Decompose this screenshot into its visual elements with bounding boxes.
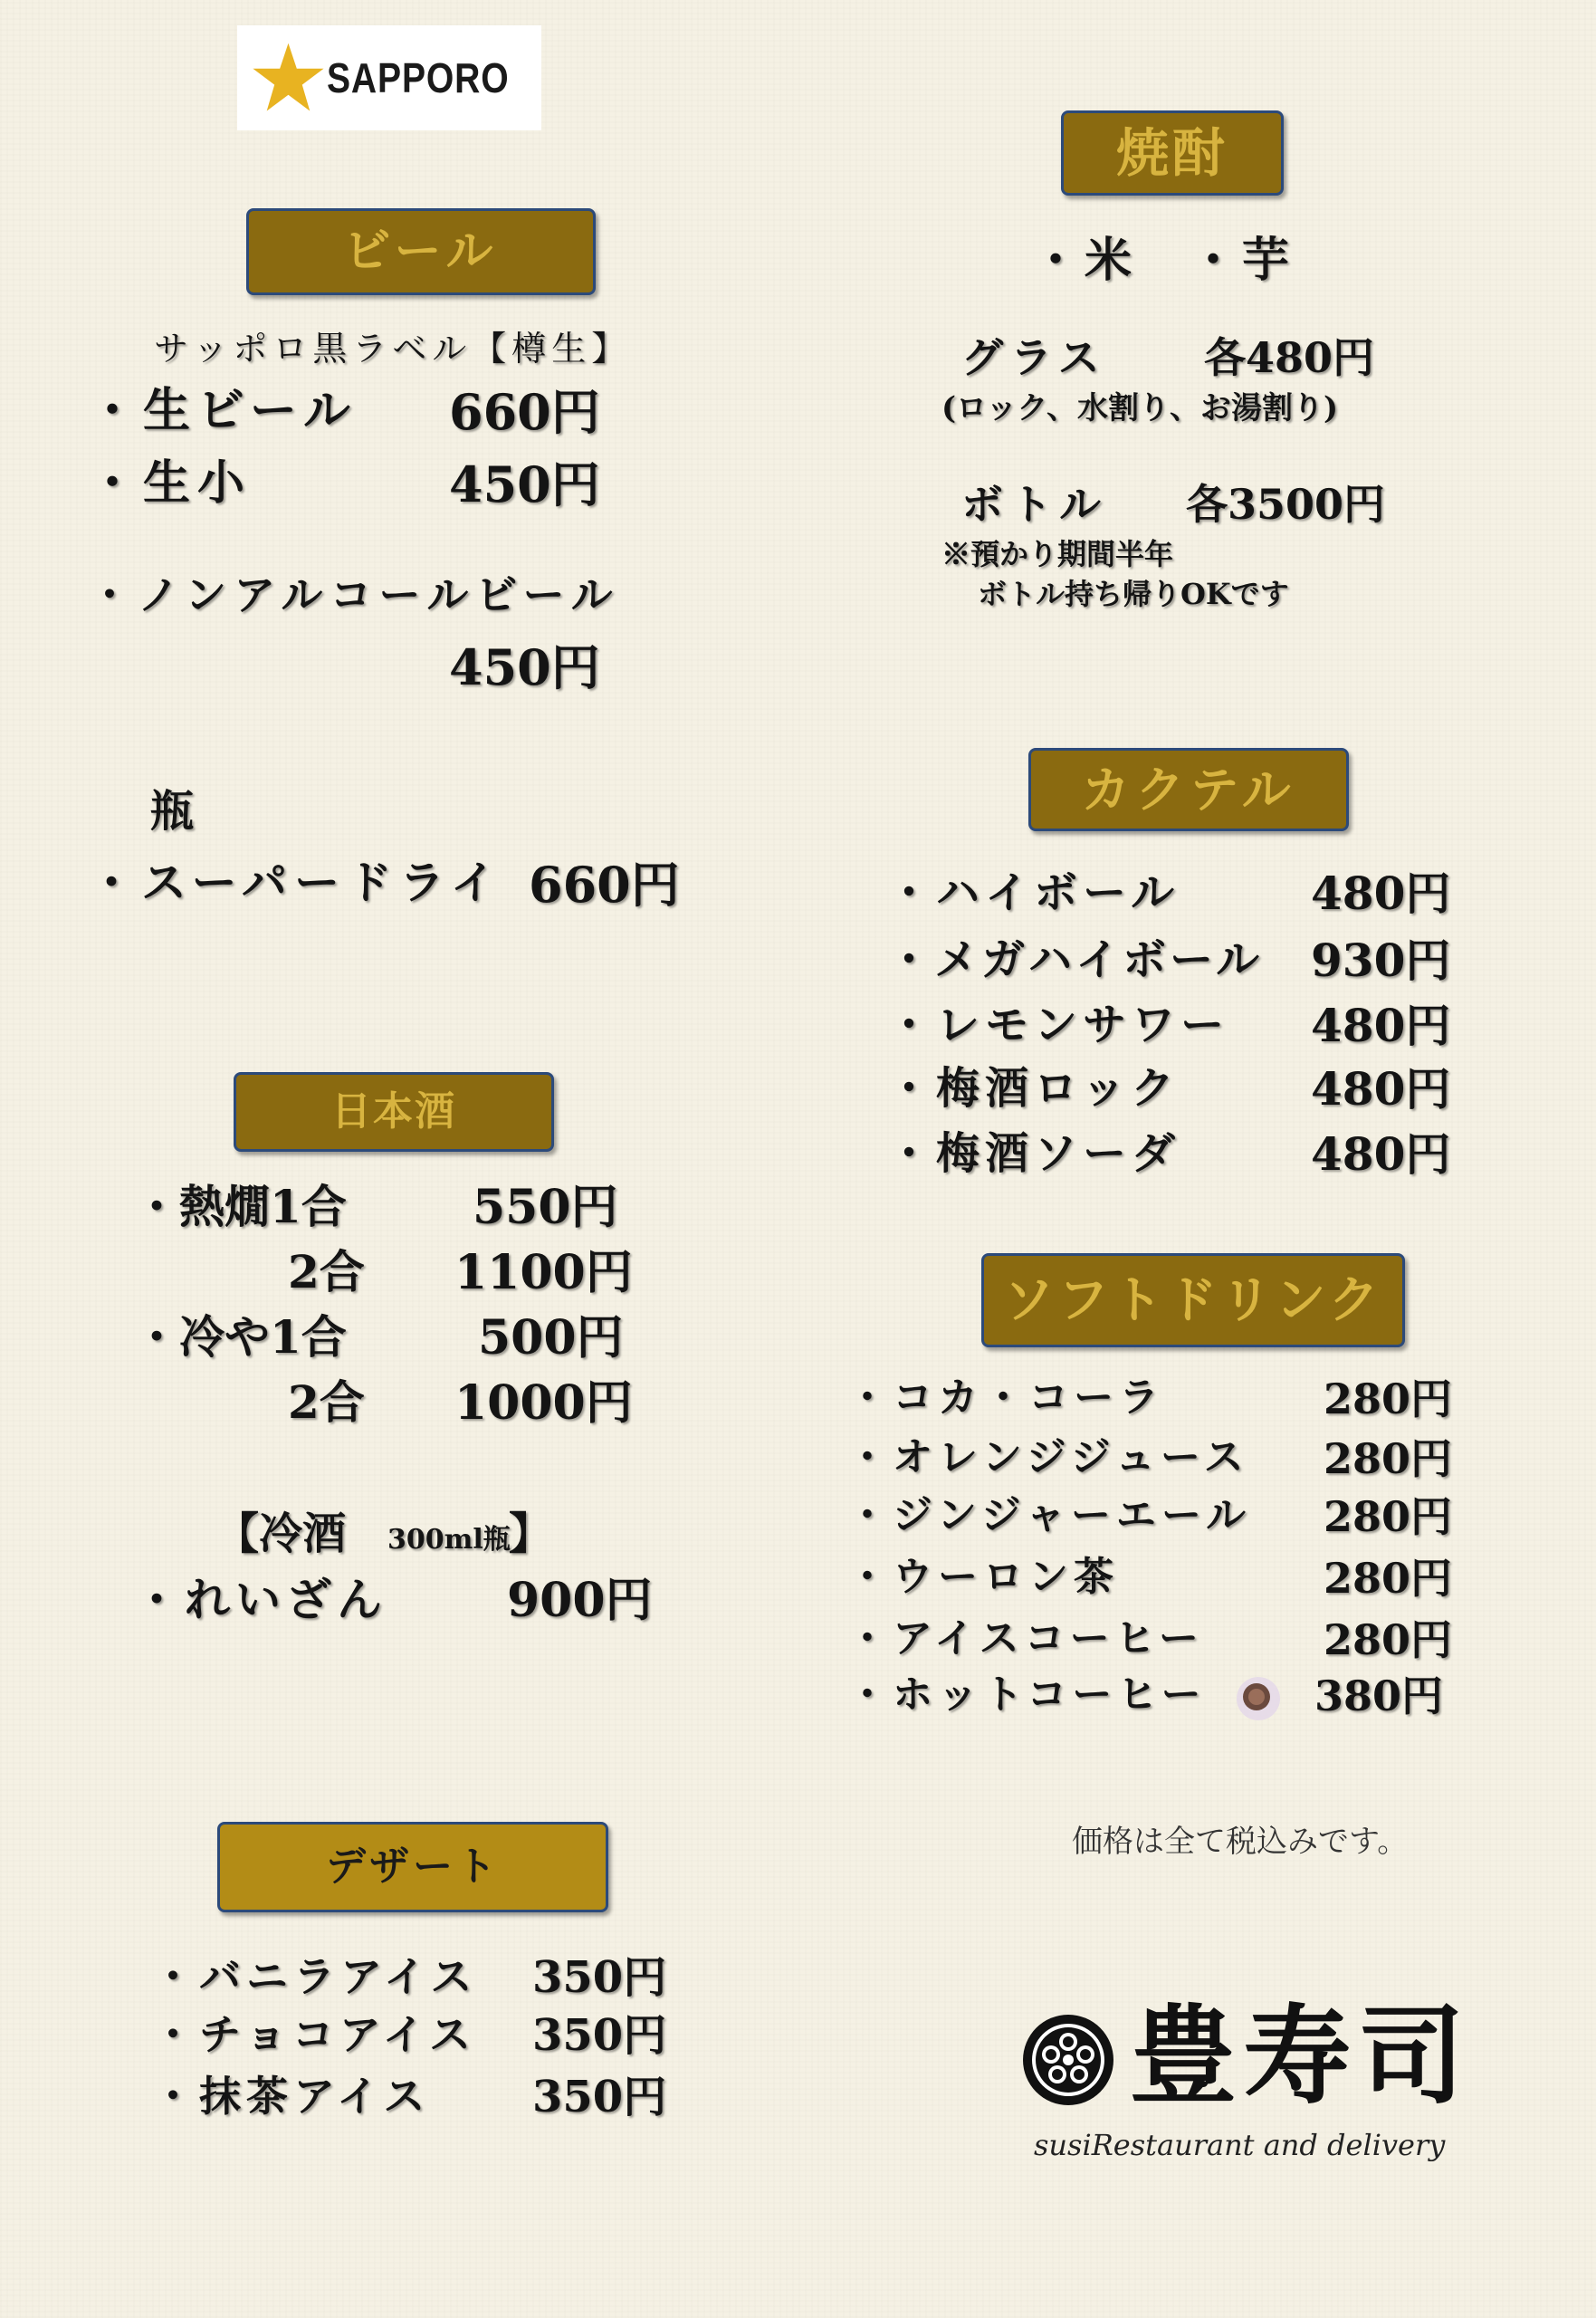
star-icon <box>250 33 327 123</box>
sake-item-price: 500円 <box>478 1310 624 1365</box>
cocktail-heading: カクテル <box>1028 748 1349 831</box>
cold-sake-close: 】 <box>509 1509 553 1559</box>
dessert-item-price: 350円 <box>532 2072 667 2122</box>
shochu-bottle-note: ボトル持ち帰りOKです <box>978 577 1289 611</box>
cocktail-item-price: 480円 <box>1311 1127 1451 1181</box>
dessert-item-name: ・バニラアイス <box>152 1952 478 2001</box>
cold-sake-item-name: ・れいざん <box>134 1573 387 1626</box>
sake-item-name: 2合 <box>288 1375 365 1429</box>
sake-item-price: 550円 <box>473 1180 618 1235</box>
cold-sake-label: 【冷酒 <box>215 1509 347 1559</box>
sake-item-name: ・冷や1合 <box>134 1310 347 1364</box>
beer-item-name: ・生ビール <box>89 383 358 438</box>
sake-item-price: 1000円 <box>454 1375 633 1431</box>
cold-sake-size: 300ml瓶 <box>387 1524 511 1556</box>
shochu-glass-price: 各480円 <box>1204 333 1375 382</box>
dessert-item-name: ・抹茶アイス <box>152 2072 431 2121</box>
beer-item-name: ・ノンアルコールビール <box>89 570 620 619</box>
sake-heading: 日本酒 <box>234 1072 554 1152</box>
shochu-heading: 焼酎 <box>1061 110 1284 196</box>
dessert-item-price: 350円 <box>532 1952 667 2003</box>
sake-item-price: 1100円 <box>454 1245 633 1300</box>
brand-subtitle: susiRestaurant and delivery <box>1034 2128 1446 2162</box>
beer-item-price: 450円 <box>449 638 600 696</box>
shochu-bottle-note: ※預かり期間半年 <box>941 537 1174 571</box>
tax-note: 価格は全て税込みです。 <box>1072 1824 1409 1860</box>
cocktail-item-price: 480円 <box>1311 999 1451 1052</box>
bottle-item-name: ・スーパードライ <box>89 856 503 909</box>
brand-name: 豊寿司 <box>1130 1993 1473 2119</box>
soft-drink-item-name: ・ホットコーヒー <box>847 1671 1207 1718</box>
soft-drink-item-name: ・コカ・コーラ <box>847 1375 1164 1421</box>
soft-drink-item-price: 280円 <box>1324 1375 1453 1423</box>
shochu-glass-note: (ロック、水割り、お湯割り) <box>941 390 1339 426</box>
soft-drink-item-name: ・ウーロン茶 <box>847 1554 1119 1600</box>
cocktail-item-price: 930円 <box>1311 934 1451 987</box>
soft-drink-item-name: ・オレンジジュース <box>847 1434 1249 1480</box>
beer-heading: ビール <box>246 208 596 295</box>
cocktail-item-name: ・梅酒ソーダ <box>887 1128 1181 1179</box>
soft-drink-item-price: 280円 <box>1324 1615 1453 1664</box>
bottle-item-price: 660円 <box>529 856 680 914</box>
cocktail-item-name: ・梅酒ロック <box>887 1063 1180 1114</box>
cocktail-item-price: 480円 <box>1311 867 1451 920</box>
family-crest-icon <box>1023 2015 1113 2105</box>
shochu-glass-name: グラス <box>961 333 1107 382</box>
sake-item-name: 2合 <box>288 1245 365 1298</box>
beer-item-name: ・生小 <box>89 455 253 511</box>
soft-drink-item-price: 380円 <box>1314 1671 1444 1720</box>
sapporo-logo <box>237 25 541 130</box>
soft-drink-item-price: 280円 <box>1324 1492 1453 1541</box>
soft-drink-item-price: 280円 <box>1324 1434 1453 1483</box>
cocktail-item-price: 480円 <box>1311 1062 1451 1116</box>
beer-subtitle: サッポロ黒ラベル【樽生】 <box>154 329 632 369</box>
bottle-label: 瓶 <box>150 786 195 837</box>
dessert-item-price: 350円 <box>532 2010 667 2061</box>
cocktail-item-name: ・レモンサワー <box>887 1000 1230 1050</box>
cocktail-item-name: ・メガハイボール <box>887 934 1264 985</box>
cold-sake-item-price: 900円 <box>507 1573 653 1628</box>
shochu-bottle-price: 各3500円 <box>1186 480 1386 529</box>
logo-text: SAPPORO <box>326 54 510 101</box>
soft-drink-item-price: 280円 <box>1324 1554 1453 1603</box>
cocktail-item-name: ・ハイボール <box>887 867 1180 918</box>
shochu-bottle-name: ボトル <box>961 480 1108 529</box>
soft-drink-item-name: ・ジンジャーエール <box>847 1492 1252 1538</box>
soft-drink-item-name: ・アイスコーヒー <box>847 1615 1204 1662</box>
beer-item-price: 660円 <box>449 383 600 441</box>
dessert-heading: デザート <box>217 1822 608 1912</box>
beer-item-price: 450円 <box>449 455 600 513</box>
shochu-types: ・米 ・芋 <box>1032 233 1295 288</box>
coffee-cup-icon <box>1233 1673 1284 1724</box>
sake-item-name: ・熱燗1合 <box>134 1180 347 1233</box>
soft-drink-heading: ソフトドリンク <box>981 1253 1405 1347</box>
dessert-item-name: ・チョコアイス <box>152 2010 477 2059</box>
